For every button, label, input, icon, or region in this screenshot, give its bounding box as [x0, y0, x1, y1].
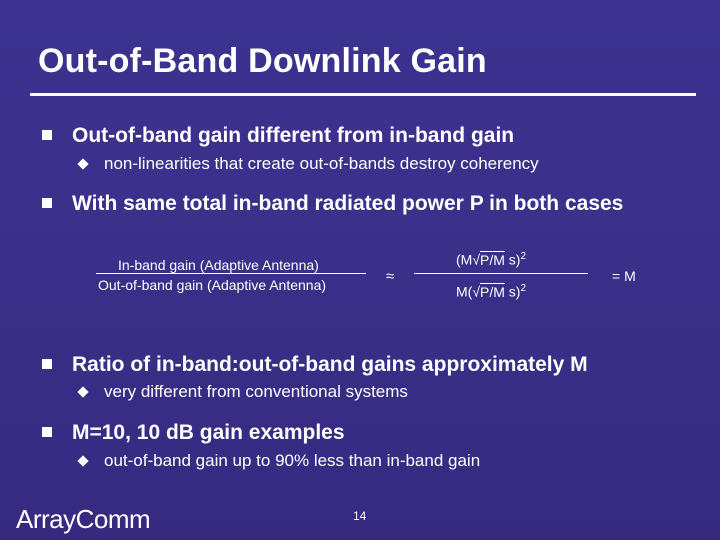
equation-left-numerator: In-band gain (Adaptive Antenna) — [118, 257, 319, 273]
bullet-text: M=10, 10 dB gain examples — [72, 421, 345, 444]
approx-symbol: ≈ — [386, 268, 395, 285]
company-logo: ArrayComm — [16, 504, 151, 534]
radicand: P/M — [480, 251, 505, 268]
square-bullet-icon — [42, 130, 52, 140]
diamond-bullet-icon — [77, 158, 88, 169]
equation-result: = M — [612, 268, 636, 284]
square-bullet-icon — [42, 359, 52, 369]
denominator-suffix: s) — [504, 283, 521, 300]
diamond-bullet-icon — [77, 455, 88, 466]
bullet-text: With same total in-band radiated power P in both cases — [72, 192, 624, 215]
square-bullet-icon — [42, 198, 52, 208]
sub-bullet-text: very different from conventional systems — [104, 382, 408, 401]
title-divider — [30, 93, 696, 96]
radicand: P/M — [480, 283, 505, 300]
numerator-prefix: (M — [456, 251, 473, 268]
numerator-suffix: s) — [504, 251, 521, 268]
equation-mid-numerator — [456, 251, 526, 268]
sqrt-icon: √ — [472, 251, 481, 268]
sub-bullet-text: non-linearities that create out-of-bands destroy coherency — [104, 154, 539, 173]
denominator-prefix: M( — [456, 283, 473, 300]
diamond-bullet-icon — [77, 386, 88, 397]
fraction-bar — [414, 273, 588, 274]
equation-mid-denominator — [456, 283, 526, 300]
sqrt-icon: √ — [472, 283, 481, 300]
sub-bullet-text: out-of-band gain up to 90% less than in-band gain — [104, 451, 481, 470]
exponent: 2 — [520, 283, 527, 294]
slide-title: Out-of-Band Downlink Gain — [38, 42, 487, 80]
bullet-text: Ratio of in-band:out-of-band gains approximately M — [72, 353, 588, 376]
bullet-text: Out-of-band gain different from in-band gain — [72, 124, 515, 147]
page-number: 14 — [353, 509, 367, 523]
equation-left-denominator: Out-of-band gain (Adaptive Antenna) — [98, 277, 327, 293]
square-bullet-icon — [42, 427, 52, 437]
fraction-bar — [96, 273, 366, 274]
exponent: 2 — [520, 251, 527, 262]
